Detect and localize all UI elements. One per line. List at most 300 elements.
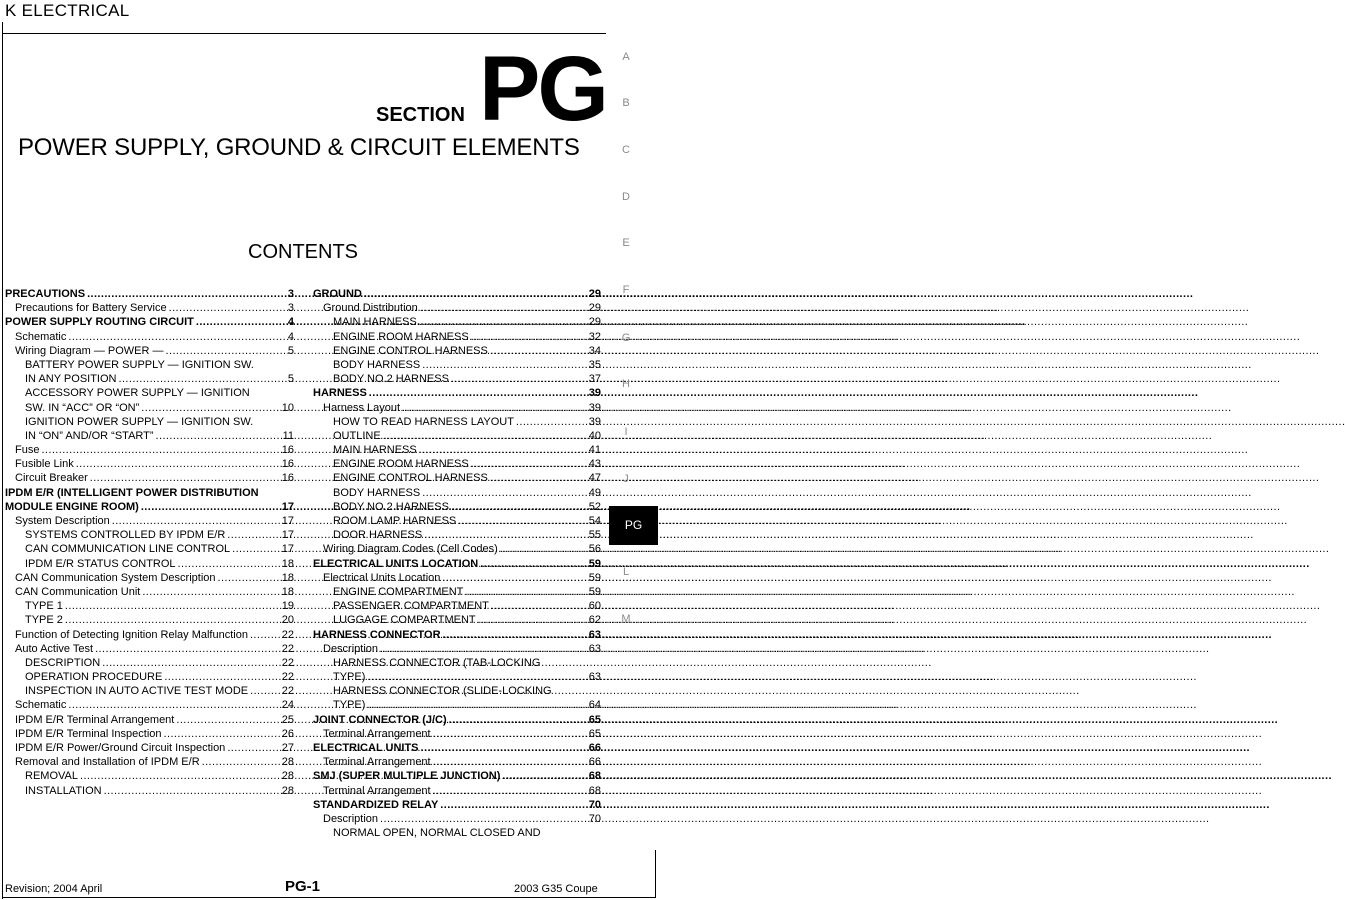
toc-entry[interactable] [313,315,601,329]
toc-entry[interactable] [313,769,601,783]
toc-entry-label: ENGINE CONTROL HARNESS [333,472,488,485]
toc-entry-label: ENGINE CONTROL HARNESS [333,344,488,357]
toc-entry[interactable] [5,656,294,670]
section-tab-l[interactable]: L [622,566,630,578]
toc-entry-page: 37 [588,373,601,386]
toc-entry-page: 39 [588,415,601,428]
toc-entry-label: Auto Active Test [15,642,94,655]
toc-entry-page: 19 [281,600,294,613]
toc-entry-label: HARNESS CONNECTOR (SLIDE-LOCKING [333,685,552,698]
toc-entry-label: CAN Communication System Description [15,571,216,584]
toc-entry-label: ELECTRICAL UNITS LOCATION [313,557,479,570]
toc-entry-label: INSPECTION IN AUTO ACTIVE TEST MODE [25,685,249,698]
toc-leader-dots [449,372,589,386]
toc-entry-page: 24 [281,699,294,712]
toc-leader-dots [63,613,282,627]
toc-entry-label: Description [323,642,379,655]
toc-right-column [313,287,601,840]
toc-entry-label: IPDM E/R STATUS CONTROL [25,557,176,570]
section-tab-j[interactable]: J [623,473,629,485]
toc-leader-dots [469,330,589,344]
toc-entry-label: Removal and Installation of IPDM E/R [15,756,200,769]
toc-entry-page: 59 [588,557,601,570]
toc-entry-page: 64 [588,699,601,712]
toc-entry[interactable] [313,670,601,684]
toc-leader-dots [378,642,589,656]
toc-entry-label: BODY HARNESS [333,486,421,499]
toc-entry-page: 56 [588,543,601,556]
toc-leader-dots [514,415,589,429]
toc-entry-page: 65 [588,727,601,740]
toc-leader-dots [367,386,589,400]
toc-entry-label: STANDARDIZED RELAY [313,798,439,811]
toc-entry[interactable] [313,330,601,344]
toc-entry-label: SMJ (SUPER MULTIPLE JUNCTION) [313,770,501,783]
toc-entry-page: 22 [281,628,294,641]
toc-entry[interactable] [313,755,601,769]
toc-leader-dots [164,344,288,358]
toc-entry-label: Wiring Diagram Codes (Cell Codes) [323,543,498,556]
toc-entry-label: Fusible Link [15,458,74,471]
toc-entry-page: 25 [281,713,294,726]
toc-entry[interactable] [313,528,601,542]
toc-entry-page: 22 [281,656,294,669]
toc-entry[interactable] [313,628,601,642]
toc-entry-page: 28 [281,770,294,783]
toc-leader-dots [154,429,283,443]
toc-entry-label: ENGINE ROOM HARNESS [333,458,469,471]
toc-leader-dots [110,514,282,528]
section-tab-m[interactable]: M [621,613,631,625]
toc-entry[interactable] [5,401,294,415]
toc-entry-label: CAN COMMUNICATION LINE CONTROL [25,543,231,556]
toc-leader-dots [488,344,589,358]
toc-entry[interactable] [313,727,601,741]
toc-entry[interactable] [5,301,294,315]
toc-leader-dots [420,358,589,372]
section-code: PG [479,38,606,140]
toc-leader-dots [441,628,589,642]
toc-leader-dots [74,457,282,471]
toc-entry-label: BODY HARNESS [333,358,421,371]
toc-entry-page: 60 [588,600,601,613]
toc-entry-page: 41 [588,444,601,457]
toc-entry[interactable] [5,613,294,627]
toc-entry[interactable] [313,542,601,556]
section-tab-b[interactable]: B [622,97,630,109]
toc-entry[interactable] [5,727,294,741]
toc-entry-label: Wiring Diagram — POWER — [15,344,164,357]
toc-leader-dots [488,471,589,485]
toc-entry-page: 26 [281,727,294,740]
toc-entry[interactable] [313,514,601,528]
toc-entry-page: 63 [588,642,601,655]
toc-leader-dots [431,727,589,741]
toc-leader-dots [139,500,282,514]
toc-leader-dots [66,330,288,344]
toc-entry-page: 66 [588,756,601,769]
toc-entry-page: 54 [588,515,601,527]
toc-leader-dots [117,372,288,386]
toc-entry[interactable] [5,698,294,712]
toc-leader-dots [167,301,288,315]
toc-entry[interactable] [5,528,294,542]
toc-leader-dots [498,542,589,556]
toc-entry[interactable] [5,457,294,471]
toc-entry-page: 68 [588,784,601,797]
toc-entry-label: MAIN HARNESS [333,316,417,329]
toc-entry-label: Precautions for Battery Service [15,302,167,315]
toc-leader-dots [362,287,589,301]
toc-entry[interactable] [313,287,601,301]
toc-entry-page: 29 [588,288,601,300]
toc-entry[interactable] [5,599,294,613]
toc-entry-label: IPDM E/R Terminal Arrangement [15,713,175,726]
toc-entry[interactable] [5,344,294,358]
toc-entry-page: 28 [281,784,294,797]
toc-leader-dots [174,713,281,727]
section-tab-h[interactable]: H [622,378,630,390]
toc-entry-page: 27 [281,742,294,754]
toc-entry[interactable] [5,741,294,755]
toc-leader-dots [378,812,589,826]
toc-entry-page: 59 [588,571,601,584]
toc-leader-dots [176,557,282,571]
toc-leader-dots [248,628,282,642]
toc-entry[interactable] [313,656,601,670]
toc-entry[interactable] [5,372,294,386]
toc-entry-label: Electrical Units Location [323,571,441,584]
toc-entry[interactable] [5,330,294,344]
toc-entry-label: MODULE ENGINE ROOM) [5,500,139,513]
toc-entry[interactable] [313,344,601,358]
toc-entry[interactable] [5,429,294,443]
toc-entry-label: IGNITION POWER SUPPLY — IGNITION SW. [25,415,254,428]
toc-leader-dots [225,741,281,755]
toc-entry-label: DOOR HARNESS [333,529,423,542]
toc-leader-dots [449,500,589,514]
toc-entry[interactable] [5,670,294,684]
toc-leader-dots [230,542,282,556]
toc-entry-page: 18 [281,571,294,584]
toc-entry[interactable] [5,315,294,329]
section-tab-d[interactable]: D [622,191,630,203]
toc-entry-page: 22 [281,671,294,684]
toc-entry-label: IN “ON” AND/OR “START” [25,429,154,442]
toc-entry-page: 63 [588,671,601,684]
toc-entry-label: HARNESS [313,387,367,400]
toc-entry[interactable] [313,798,601,812]
toc-entry[interactable] [5,557,294,571]
header-rule [2,33,606,34]
toc-entry-page: 3 [287,302,294,315]
toc-entry[interactable] [5,500,294,514]
toc-entry[interactable] [313,471,601,485]
toc-entry-label: JOINT CONNECTOR (J/C) [313,713,447,726]
toc-entry[interactable] [313,429,601,443]
toc-entry[interactable] [313,301,601,315]
toc-leader-dots [420,486,589,500]
toc-entry-page: 29 [588,316,601,329]
toc-entry-page: 20 [281,614,294,627]
toc-entry-page: 17 [281,515,294,527]
toc-leader-dots [225,528,281,542]
toc-entry-label: SYSTEMS CONTROLLED BY IPDM E/R [25,529,226,542]
toc-entry-label: Terminal Arrangement [323,756,431,769]
toc-entry[interactable] [5,542,294,556]
toc-entry-page: 43 [588,458,601,471]
toc-entry[interactable] [313,826,601,840]
toc-entry-label: System Description [15,515,110,527]
toc-entry-label: TYPE) [333,699,366,712]
toc-entry-label: Harness Layout [323,401,401,414]
toc-entry[interactable] [5,585,294,599]
toc-leader-dots [500,769,588,783]
toc-entry[interactable] [5,358,294,372]
toc-entry-page: 59 [588,585,601,598]
toc-leader-dots [139,401,281,415]
toc-entry-page: 22 [281,642,294,655]
toc-leader-dots [419,741,589,755]
toc-entry-label: INSTALLATION [25,784,102,797]
toc-entry-page: 11 [282,429,294,442]
toc-entry[interactable] [5,642,294,656]
toc-entry-label: BODY NO.2 HARNESS [333,373,449,386]
toc-entry-label: Schematic [15,330,67,343]
toc-entry[interactable] [5,769,294,783]
toc-entry-label: PASSENGER COMPARTMENT [333,600,489,613]
toc-leader-dots [400,401,589,415]
toc-leader-dots [431,784,589,798]
toc-entry[interactable] [313,372,601,386]
toc-entry-label: LUGGAGE COMPARTMENT [333,614,476,627]
toc-entry-label: IN ANY POSITION [25,373,117,386]
toc-leader-dots [162,727,282,741]
toc-entry-label: BATTERY POWER SUPPLY — IGNITION SW. [25,358,254,371]
toc-entry[interactable] [313,741,601,755]
toc-entry-label: DESCRIPTION [25,656,101,669]
toc-entry[interactable] [5,443,294,457]
toc-leader-dots [440,571,588,585]
toc-entry-page: 39 [588,401,601,414]
toc-entry[interactable] [313,571,601,585]
toc-entry-label: Description [323,812,379,825]
manual-page [0,0,658,900]
toc-entry-label: POWER SUPPLY ROUTING CIRCUIT [5,316,194,329]
toc-entry[interactable] [313,401,601,415]
toc-entry[interactable] [5,514,294,528]
toc-entry-label: NORMAL OPEN, NORMAL CLOSED AND [333,827,541,840]
toc-entry[interactable] [5,486,294,500]
toc-entry-label: HARNESS CONNECTOR [313,628,441,641]
toc-entry[interactable] [5,713,294,727]
toc-entry-label: OPERATION PROCEDURE [25,671,163,684]
toc-leader-dots [93,642,282,656]
toc-entry-page: 47 [588,472,601,485]
toc-entry-page: 5 [287,373,294,386]
toc-entry-page: 49 [588,486,601,499]
toc-entry-page: 70 [588,812,601,825]
toc-leader-dots [418,301,589,315]
toc-entry[interactable] [5,684,294,698]
toc-entry-page: 17 [281,529,294,542]
toc-leader-dots [365,670,588,684]
toc-entry-label: Ground Distribution [323,302,418,315]
section-tab-g[interactable]: G [621,332,631,344]
toc-entry-label: TYPE 1 [25,600,63,613]
toc-leader-dots [417,315,589,329]
footer-revision: Revision; 2004 April [5,883,103,895]
toc-entry[interactable] [313,557,601,571]
toc-entry-page: 52 [588,500,601,513]
toc-entry-label: CAN Communication Unit [15,585,141,598]
toc-entry[interactable] [313,415,601,429]
toc-entry-page: 70 [588,798,601,811]
toc-leader-dots [200,755,282,769]
toc-entry-page: 29 [588,302,601,315]
chapter-heading: K ELECTRICAL [5,1,130,20]
toc-entry[interactable] [5,287,294,301]
toc-entry-page: 16 [281,458,294,471]
toc-entry-label: Function of Detecting Ignition Relay Malfunction [15,628,248,641]
toc-entry-page: 10 [281,401,294,414]
toc-leader-dots [194,315,288,329]
section-tab-a[interactable]: A [622,51,630,63]
toc-leader-dots [88,471,282,485]
toc-entry-label: ACCESSORY POWER SUPPLY — IGNITION [25,387,250,400]
page-border-left [2,22,3,899]
toc-leader-dots [456,514,588,528]
toc-entry-label: REMOVAL [25,770,78,783]
toc-entry[interactable] [313,500,601,514]
toc-entry[interactable] [5,784,294,798]
toc-entry[interactable] [313,443,601,457]
toc-entry-label: HOW TO READ HARNESS LAYOUT [333,415,514,428]
toc-entry-label: Fuse [15,444,40,457]
toc-leader-dots [381,429,589,443]
toc-entry[interactable] [313,698,601,712]
toc-entry-page: 35 [588,358,601,371]
footer-page-number: PG-1 [285,878,321,895]
toc-leader-dots [102,784,282,798]
toc-entry-label: SW. IN “ACC” OR “ON” [25,401,140,414]
toc-entry[interactable] [313,585,601,599]
toc-entry-page: 28 [281,756,294,769]
toc-entry-label: Circuit Breaker [15,472,88,485]
toc-entry[interactable] [313,386,601,400]
toc-leader-dots [66,698,281,712]
toc-leader-dots [78,769,282,783]
toc-entry[interactable] [313,358,601,372]
toc-entry-label: TYPE) [333,671,366,684]
toc-entry[interactable] [313,486,601,500]
toc-entry-label: ELECTRICAL UNITS [313,742,419,754]
toc-entry[interactable] [5,755,294,769]
toc-entry-label: MAIN HARNESS [333,444,417,457]
toc-leader-dots [140,585,281,599]
toc-entry-label: Terminal Arrangement [323,784,431,797]
page-border-right [655,850,656,898]
toc-entry-page: 16 [281,444,294,457]
toc-entry[interactable] [5,415,294,429]
toc-entry-page: 62 [588,614,601,627]
section-tab-pg[interactable]: PG [609,506,658,545]
toc-entry[interactable] [313,684,601,698]
toc-entry-label: ENGINE ROOM HARNESS [333,330,469,343]
toc-entry-page: 18 [281,557,294,570]
toc-leader-dots [85,287,288,301]
section-label: SECTION [376,104,465,126]
toc-entry-label: ENGINE COMPARTMENT [333,585,464,598]
toc-entry[interactable] [5,628,294,642]
toc-entry-page: 17 [281,543,294,556]
toc-entry[interactable] [313,599,601,613]
toc-leader-dots [489,599,589,613]
toc-entry-page: 40 [588,429,601,442]
toc-leader-dots [39,443,281,457]
toc-entry-page: 34 [588,344,601,357]
toc-entry-label: Terminal Arrangement [323,727,431,740]
page-title: POWER SUPPLY, GROUND & CIRCUIT ELEMENTS [18,134,580,161]
toc-entry-page: 18 [281,585,294,598]
section-tab-c[interactable]: C [622,144,630,156]
toc-leader-dots [422,528,589,542]
toc-leader-dots [365,698,588,712]
toc-entry[interactable] [5,386,294,400]
section-tab-i[interactable]: I [624,426,628,438]
toc-entry-page: 5 [287,344,294,357]
toc-entry[interactable] [5,571,294,585]
toc-entry-label: IPDM E/R Terminal Inspection [15,727,162,740]
toc-leader-dots [438,798,588,812]
section-tab-f[interactable]: F [622,284,630,296]
toc-entry[interactable] [313,613,601,627]
toc-entry[interactable] [313,642,601,656]
toc-entry[interactable] [5,471,294,485]
toc-entry-page: 22 [281,685,294,698]
toc-leader-dots [469,457,589,471]
toc-leader-dots [476,613,589,627]
toc-entry-page: 65 [588,713,601,726]
toc-leader-dots [100,656,282,670]
section-tab-e[interactable]: E [622,237,630,249]
toc-entry-page: 39 [588,387,601,400]
toc-leader-dots [248,684,282,698]
toc-entry[interactable] [313,812,601,826]
footer-rule [2,897,656,898]
toc-entry-page: 68 [588,770,601,783]
toc-entry[interactable] [313,713,601,727]
toc-left-column [5,287,294,798]
toc-entry[interactable] [313,784,601,798]
toc-entry-label: IPDM E/R (INTELLIGENT POWER DISTRIBUTION [5,486,259,499]
toc-entry[interactable] [313,457,601,471]
toc-entry-page: 3 [287,288,294,300]
toc-leader-dots [162,670,281,684]
toc-entry-page: 63 [588,628,601,641]
toc-leader-dots [431,755,589,769]
toc-leader-dots [417,443,589,457]
toc-leader-dots [216,571,282,585]
toc-entry-label: ROOM LAMP HARNESS [333,515,457,527]
toc-entry-label: BODY NO.2 HARNESS [333,500,449,513]
toc-entry-page: 4 [287,316,294,329]
toc-entry-page: 32 [588,330,601,343]
toc-entry-page: 55 [588,529,601,542]
toc-leader-dots [447,713,589,727]
toc-entry-label: Schematic [15,699,67,712]
toc-entry-page: 16 [281,472,294,485]
